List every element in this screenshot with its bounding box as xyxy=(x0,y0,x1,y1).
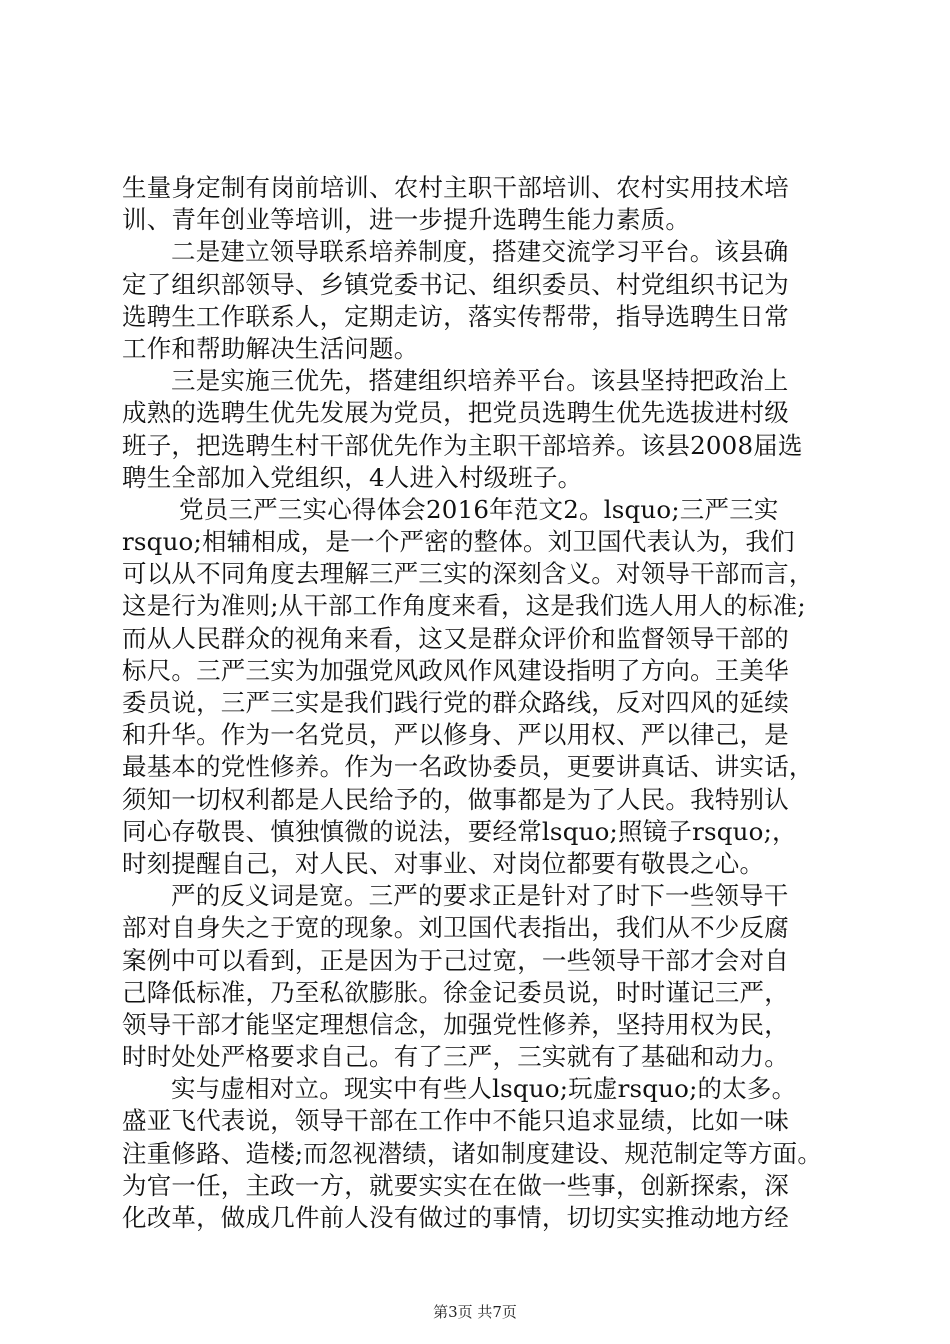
text-line: 三是实施三优先，搭建组织培养平台。该县坚持把政治上 xyxy=(171,366,789,396)
document-body xyxy=(122,172,834,1234)
text-line: 时时处处严格要求自己。有了三严，三实就有了基础和动力。 xyxy=(122,1042,789,1072)
text-line: 和升华。作为一名党员，严以修身、严以用权、严以律己，是 xyxy=(122,720,789,750)
text-line: 可以从不同角度去理解三严三实的深刻含义。对领导干部而言， xyxy=(122,559,814,589)
text-line: 这是行为准则;从干部工作角度来看，这是我们选人用人的标准; xyxy=(122,591,806,621)
text-line: 领导干部才能坚定理想信念，加强党性修养，坚持用权为民， xyxy=(122,1009,789,1039)
text-line: 己降低标准，乃至私欲膨胀。徐金记委员说，时时谨记三严， xyxy=(122,977,789,1007)
text-line: 盛亚飞代表说，领导干部在工作中不能只追求显绩，比如一味 xyxy=(122,1106,789,1136)
text-line: 选聘生工作联系人，定期走访，落实传帮带，指导选聘生日常 xyxy=(122,301,789,331)
text-line: 工作和帮助解决生活问题。 xyxy=(122,333,419,363)
text-line: 委员说，三严三实是我们践行党的群众路线，反对四风的延续 xyxy=(122,688,789,717)
text-line: 最基本的党性修养。作为一名政协委员，更要讲真话、讲实话， xyxy=(122,752,814,782)
text-line: 二是建立领导联系培养制度，搭建交流学习平台。该县确 xyxy=(171,237,789,267)
text-line: 注重修路、造楼;而忽视潜绩，诸如制度建设、规范制定等方面。 xyxy=(122,1138,823,1168)
text-line: 时刻提醒自己，对人民、对事业、对岗位都要有敬畏之心。 xyxy=(122,848,765,878)
text-line: 训、青年创业等培训，进一步提升选聘生能力素质。 xyxy=(122,205,691,235)
text-line: 班子，把选聘生村干部优先作为主职干部培养。该县2008届选 xyxy=(122,430,803,460)
text-line: 聘生全部加入党组织，4人进入村级班子。 xyxy=(122,462,583,492)
text-line: 标尺。三严三实为加强党风政风作风建设指明了方向。王美华 xyxy=(122,655,789,685)
text-line: 而从人民群众的视角来看，这又是群众评价和监督领导干部的 xyxy=(122,623,789,653)
text-line: 实与虚相对立。现实中有些人lsquo;玩虚rsquo;的太多。 xyxy=(171,1074,797,1104)
text-line: 须知一切权利都是人民给予的，做事都是为了人民。我特别认 xyxy=(122,784,789,814)
text-line: 案例中可以看到，正是因为于己过宽，一些领导干部才会对自 xyxy=(122,945,789,975)
text-line: 为官一任，主政一方，就要实实在在做一些事，创新探索，深 xyxy=(122,1170,789,1200)
text-line: rsquo;相辅相成，是一个严密的整体。刘卫国代表认为，我们 xyxy=(122,527,795,557)
text-line: 成熟的选聘生优先发展为党员，把党员选聘生优先选拔进村级 xyxy=(122,398,789,428)
text-line: 部对自身失之于宽的现象。刘卫国代表指出，我们从不少反腐 xyxy=(122,913,789,943)
page-footer: 第3页 共7页 xyxy=(433,1303,517,1321)
text-line: 化改革，做成几件前人没有做过的事情，切切实实推动地方经 xyxy=(122,1203,789,1232)
text-line: 定了组织部领导、乡镇党委书记、组织委员、村党组织书记为 xyxy=(122,269,789,299)
text-line: 党员三严三实心得体会2016年范文2。lsquo;三严三实 xyxy=(179,494,779,524)
text-line: 严的反义词是宽。三严的要求正是针对了时下一些领导干 xyxy=(171,881,789,911)
text-line: 生量身定制有岗前培训、农村主职干部培训、农村实用技术培 xyxy=(122,173,789,202)
text-line: 同心存敬畏、慎独慎微的说法，要经常lsquo;照镜子rsquo;， xyxy=(122,816,797,846)
